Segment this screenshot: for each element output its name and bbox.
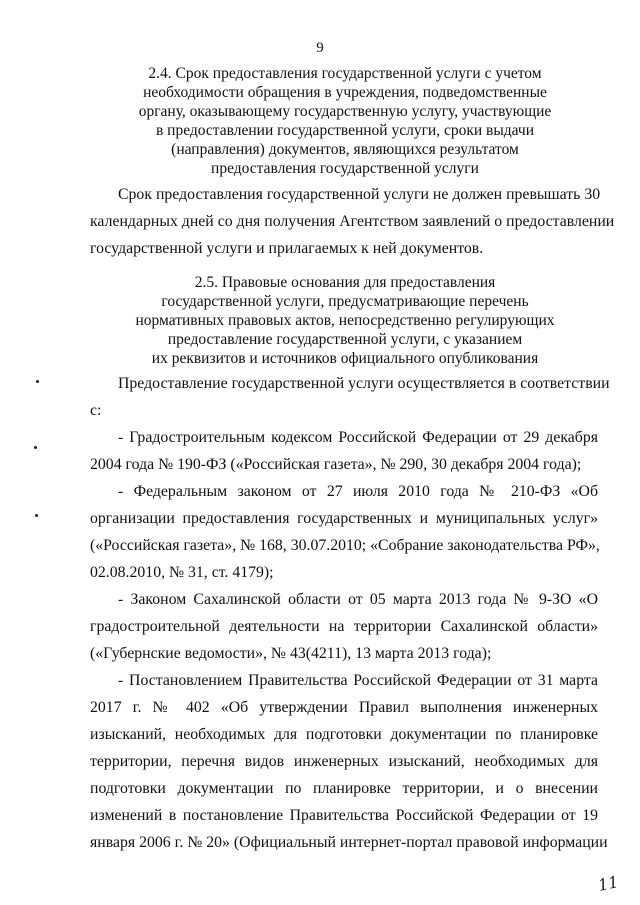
list-item-line: («Губернские ведомости», № 43(4211), 13 марта 2013 года); xyxy=(90,645,492,662)
list-item-line: подготовки документации по планировке территории, и о внесении xyxy=(90,780,598,797)
heading-line: 2.4. Срок предоставления государственной услуги с учетом xyxy=(148,65,542,82)
section-body-2-5 xyxy=(90,370,610,856)
paragraph-line: государственной услуги и прилагаемых к ней документов. xyxy=(90,240,484,257)
list-item-line: 02.08.2010, № 31, ст. 4179); xyxy=(90,564,274,581)
list-item-line: - Федеральным законом от 27 июля 2010 года № 210-ФЗ «Об xyxy=(118,483,598,500)
heading-line: в предоставлении государственной услуги, сроки выдачи xyxy=(155,122,535,139)
heading-line: их реквизитов и источников официального опубликования xyxy=(151,350,539,367)
heading-line: (направления) документов, являющихся результатом xyxy=(171,141,519,158)
list-item-line: изысканий, необходимых для подготовки документации по планировке xyxy=(90,726,598,743)
section-heading-2-4 xyxy=(90,64,600,178)
section-body-2-4 xyxy=(90,181,615,262)
handwritten-page-mark: 11 xyxy=(596,872,621,895)
list-item-line: - Постановлением Правительства Российской Федерации от 31 марта xyxy=(118,672,598,689)
list-item-line: («Российская газета», № 168, 30.07.2010; «Собрание законодательства РФ», xyxy=(90,537,600,554)
list-item-line: градостроительной деятельности на территории Сахалинской области» xyxy=(90,618,598,635)
scan-dot xyxy=(36,380,39,383)
list-item-line: 2017 г. № 402 «Об утверждении Правил выполнения инженерных xyxy=(90,699,598,716)
scan-dot xyxy=(34,446,37,449)
heading-line: государственной услуги, предусматривающие перечень xyxy=(161,293,529,310)
heading-line: нормативных правовых актов, непосредственно регулирующих xyxy=(135,312,555,329)
list-item-line: - Законом Сахалинской области от 05 марта 2013 года № 9-ЗО «О xyxy=(118,591,598,608)
page-number: 9 xyxy=(316,40,324,56)
list-item-line: 2004 года № 190-ФЗ («Российская газета», № 290, 30 декабря 2004 года); xyxy=(90,456,582,473)
section-heading-2-5 xyxy=(90,273,600,368)
heading-line: необходимости обращения в учреждения, подведомственные xyxy=(143,84,547,101)
list-item-line: изменений в постановление Правительства Российской Федерации от 19 xyxy=(90,807,598,824)
list-item-line: - Градостроительным кодексом Российской Федерации от 29 декабря xyxy=(118,429,598,446)
scan-dot xyxy=(35,514,38,517)
list-item-line: территории, перечня видов инженерных изысканий, необходимых для xyxy=(90,753,598,770)
heading-line: предоставления государственной услуги xyxy=(211,160,479,177)
paragraph-line: Срок предоставления государственной услуги не должен превышать 30 xyxy=(118,186,601,203)
list-item-line: января 2006 г. № 20» (Официальный интернет-портал правовой информации xyxy=(90,834,608,851)
list-item-line: организации предоставления государственных и муниципальных услуг» xyxy=(90,510,598,527)
heading-line: 2.5. Правовые основания для предоставления xyxy=(194,274,496,291)
heading-line: органу, оказывающему государственную услугу, участвующие xyxy=(138,103,552,120)
heading-line: предоставление государственной услуги, с указанием xyxy=(167,331,523,348)
paragraph-line: Предоставление государственной услуги осуществляется в соответствии xyxy=(118,375,610,392)
paragraph-line: с: xyxy=(90,402,102,419)
paragraph-line: календарных дней со дня получения Агентством заявлений о предоставлении xyxy=(90,213,615,230)
